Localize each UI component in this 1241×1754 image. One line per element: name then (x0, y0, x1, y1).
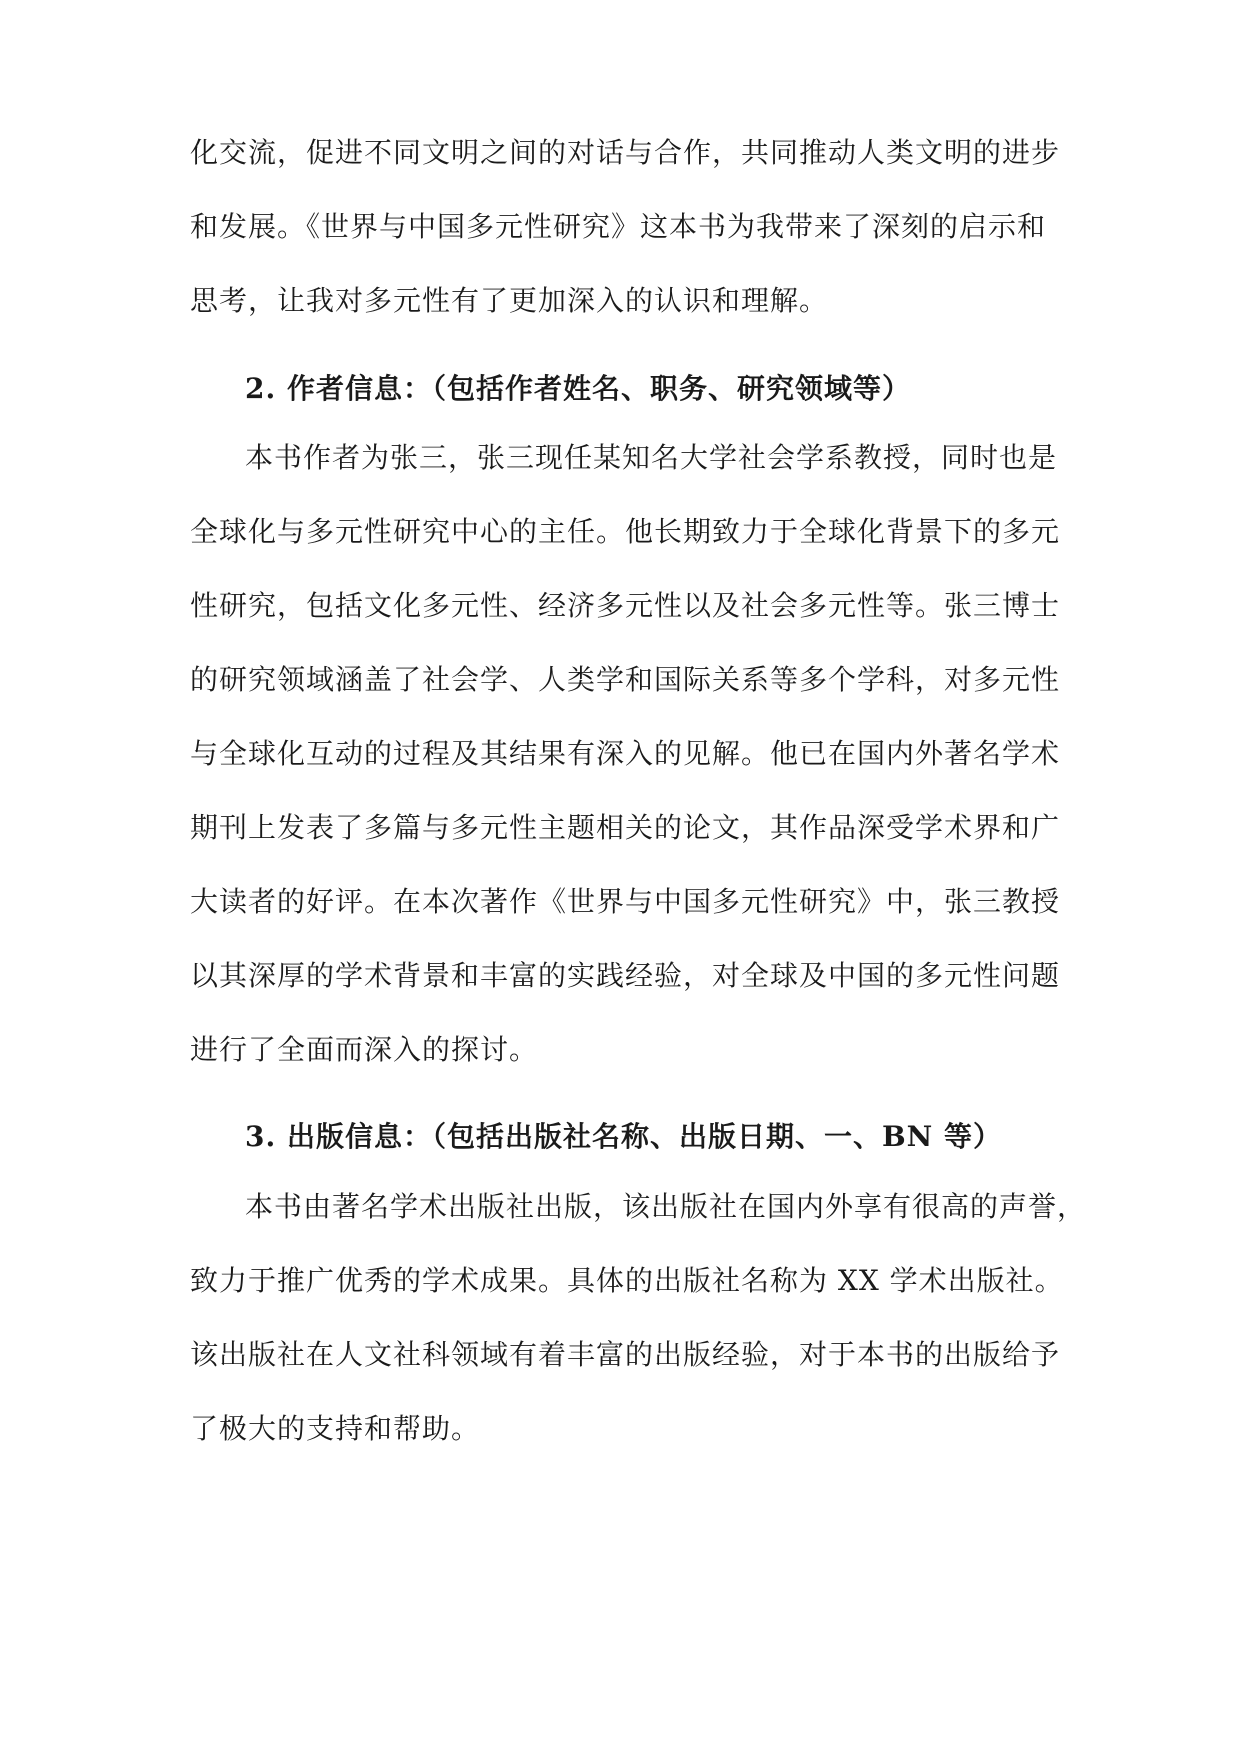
paragraph-line: 大读者的好评。在本次著作《世界与中国多元性研究》中，张三教授 (190, 885, 1061, 918)
section-heading-publication-info: 3. 出版信息：（包括出版社名称、出版日期、一、BN 等） (245, 1120, 1002, 1153)
paragraph-line: 本书作者为张三，张三现任某知名大学社会学系教授，同时也是 (245, 441, 1058, 474)
paragraph-line: 了极大的支持和帮助。 (190, 1412, 481, 1445)
paragraph-line: 与全球化互动的过程及其结果有深入的见解。他已在国内外著名学术 (190, 737, 1061, 770)
paragraph-line: 化交流，促进不同文明之间的对话与合作，共同推动人类文明的进步 (190, 136, 1061, 169)
paragraph-line: 期刊上发表了多篇与多元性主题相关的论文，其作品深受学术界和广 (190, 811, 1061, 844)
paragraph-line: 的研究领域涵盖了社会学、人类学和国际关系等多个学科，对多元性 (190, 663, 1061, 696)
paragraph-line: 性研究，包括文化多元性、经济多元性以及社会多元性等。张三博士 (190, 589, 1061, 622)
paragraph-line: 该出版社在人文社科领域有着丰富的出版经验，对于本书的出版给予 (190, 1338, 1061, 1371)
paragraph-line: 以其深厚的学术背景和丰富的实践经验，对全球及中国的多元性问题 (190, 959, 1061, 992)
paragraph-line: 和发展。《世界与中国多元性研究》这本书为我带来了深刻的启示和 (190, 210, 1047, 243)
paragraph-line: 全球化与多元性研究中心的主任。他长期致力于全球化背景下的多元 (190, 515, 1061, 548)
paragraph-line: 本书由著名学术出版社出版，该出版社在国内外享有很高的声誉， (245, 1190, 1087, 1223)
paragraph-line: 致力于推广优秀的学术成果。具体的出版社名称为 XX 学术出版社。 (190, 1264, 1064, 1297)
paragraph-line: 进行了全面而深入的探讨。 (190, 1033, 539, 1066)
section-heading-author-info: 2. 作者信息：（包括作者姓名、职务、研究领域等） (245, 372, 911, 405)
paragraph-line: 思考，让我对多元性有了更加深入的认识和理解。 (190, 284, 829, 317)
